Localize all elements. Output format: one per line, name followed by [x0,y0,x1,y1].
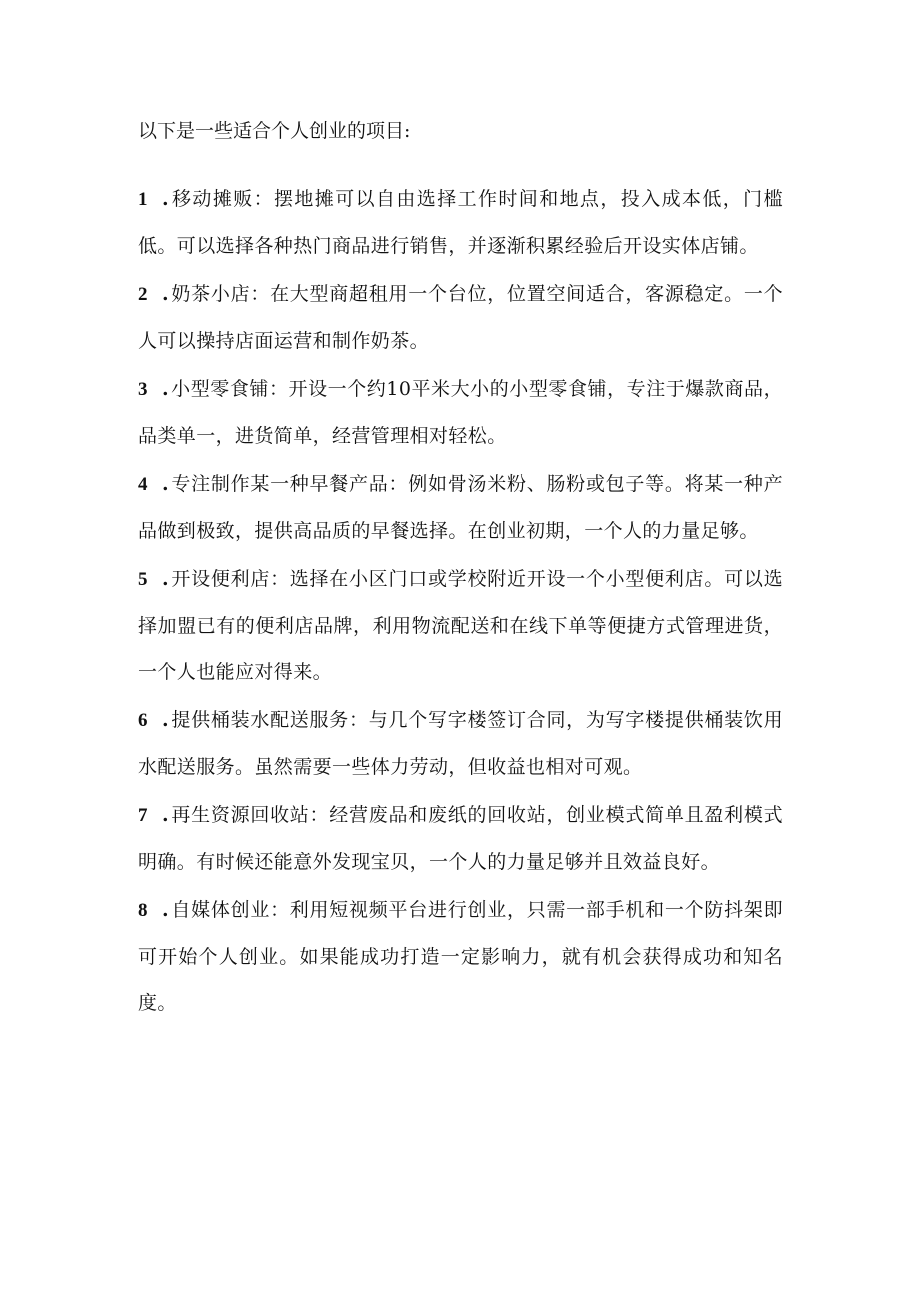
item-dot: . [162,568,170,590]
item-dot: . [162,473,170,495]
list-item-4 [138,461,783,554]
item-dot: . [162,283,170,305]
document-page [138,108,783,1028]
item-number: 7 [138,805,148,826]
item-number: 2 [138,284,148,305]
item-dot: . [162,188,170,210]
item-text: 奶茶小店：在大型商超租用一个台位，位置空间适合，客源稳定。一个人可以操持店面运营和制作奶茶。 [138,283,783,352]
item-text: 小型零食铺：开设一个约10平米大小的小型零食铺，专注于爆款商品，品类单一，进货简单，经营管理相对轻松。 [138,378,783,447]
list-item-2 [138,271,783,364]
item-number: 6 [138,710,148,731]
item-text: 专注制作某一种早餐产品：例如骨汤米粉、肠粉或包子等。将某一种产品做到极致，提供高品质的早餐选择。在创业初期，一个人的力量足够。 [138,473,783,542]
item-dot: . [162,378,170,400]
item-dot: . [162,709,170,731]
list-item-6 [138,697,783,790]
item-text: 移动摊贩：摆地摊可以自由选择工作时间和地点，投入成本低，门槛低。可以选择各种热门商品进行销售，并逐渐积累经验后开设实体店铺。 [138,188,783,257]
list-item-3 [138,366,783,459]
list-item-8 [138,887,783,1026]
item-number: 1 [138,189,148,210]
item-text: 提供桶装水配送服务：与几个写字楼签订合同，为写字楼提供桶装饮用水配送服务。虽然需要一些体力劳动，但收益也相对可观。 [138,709,783,778]
item-number: 3 [138,379,148,400]
list-item-1 [138,176,783,269]
item-number: 8 [138,900,148,921]
item-number: 4 [138,474,148,495]
item-dot: . [162,899,170,921]
list-item-7 [138,792,783,885]
item-text: 开设便利店：选择在小区门口或学校附近开设一个小型便利店。可以选择加盟已有的便利店品牌，利用物流配送和在线下单等便捷方式管理进货，一个人也能应对得来。 [138,568,783,683]
item-dot: . [162,804,170,826]
item-text: 再生资源回收站：经营废品和废纸的回收站，创业模式简单且盈利模式明确。有时候还能意外发现宝贝，一个人的力量足够并且效益良好。 [138,804,783,873]
list-item-5 [138,556,783,695]
item-number: 5 [138,569,148,590]
item-text: 自媒体创业：利用短视频平台进行创业，只需一部手机和一个防抖架即可开始个人创业。如果能成功打造一定影响力，就有机会获得成功和知名度。 [138,899,783,1014]
intro-text: 以下是一些适合个人创业的项目: [138,120,411,142]
